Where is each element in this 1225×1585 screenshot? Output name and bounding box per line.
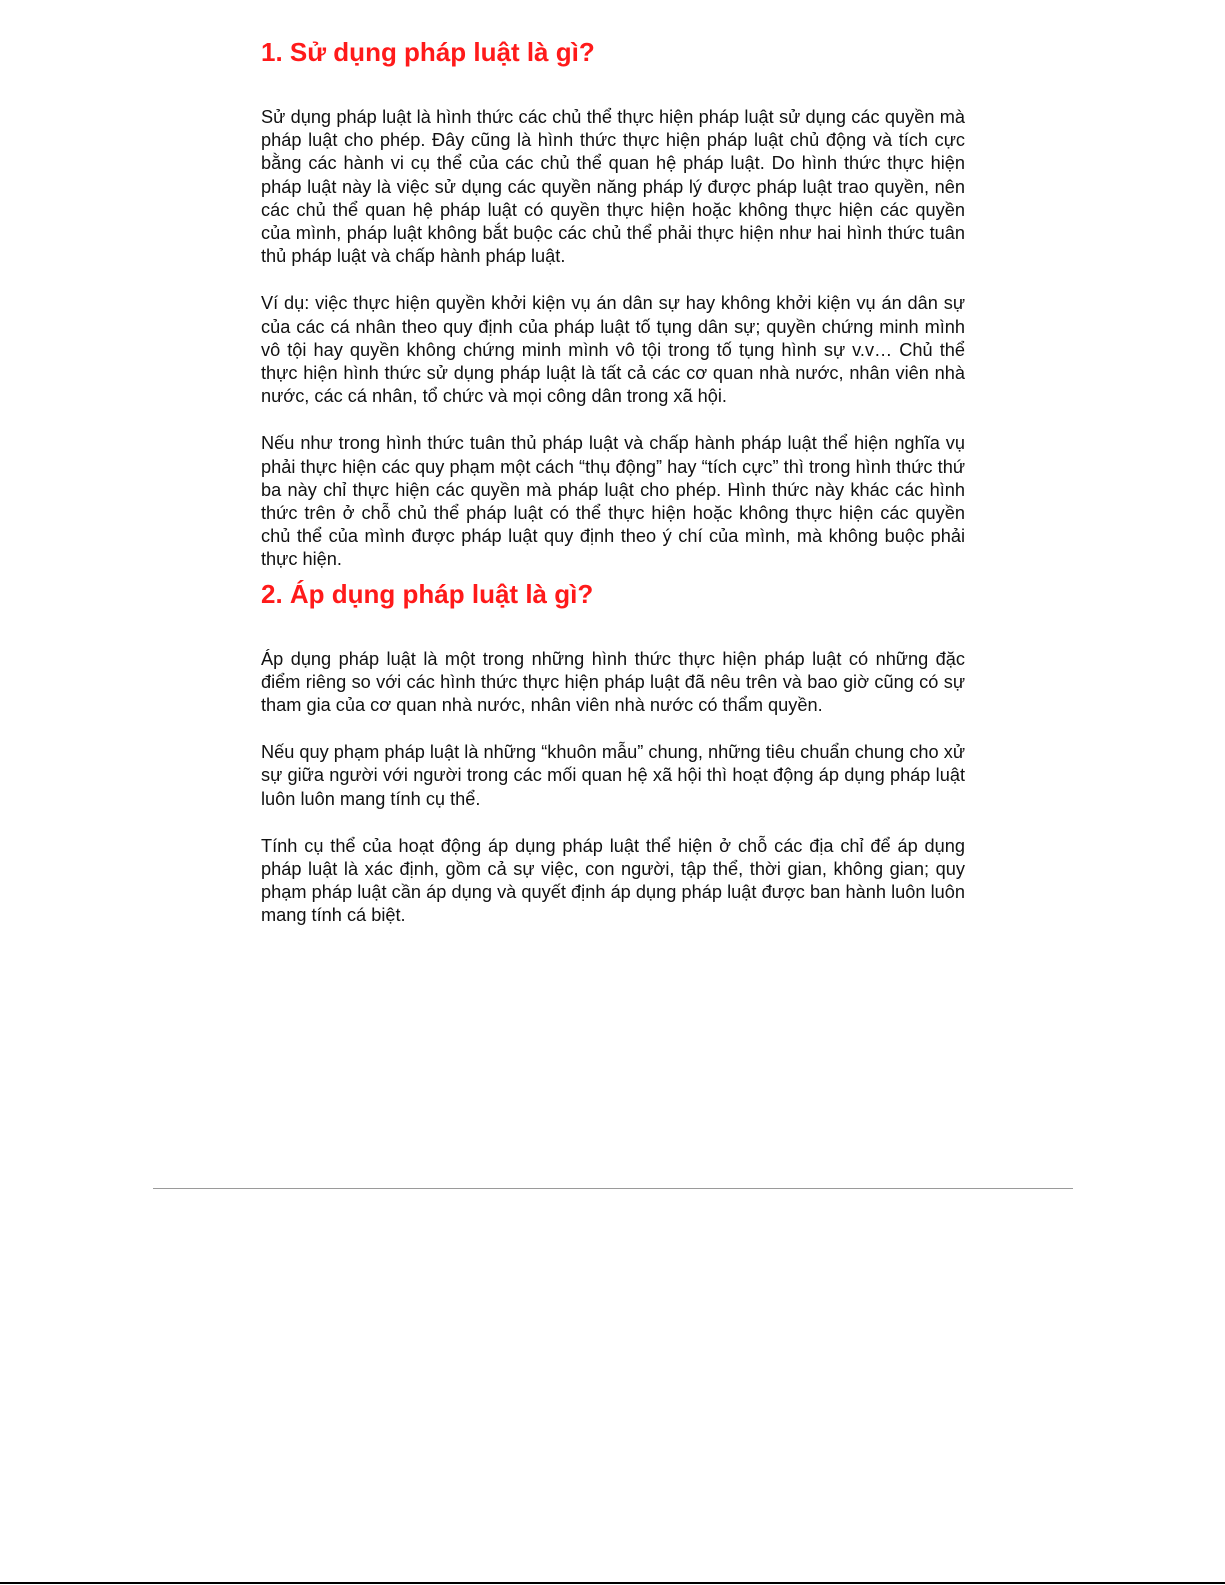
section-1-paragraph: Ví dụ: việc thực hiện quyền khởi kiện vụ án dân sự hay không khởi kiện vụ án dân sự của các cá nhân theo quy định của pháp luật tố tụng dân sự; quyền chứng minh mình vô tội hay quyền không chứng minh mình vô tội trong tố tụng hình sự v.v… Chủ thể thực hiện hình thức sử dụng pháp luật là tất cả các cơ quan nhà nước, nhân viên nhà nước, các cá nhân, tổ chức và mọi công dân trong xã hội.: [261, 293, 965, 407]
section-2-paragraph: Nếu quy phạm pháp luật là những “khuôn mẫu” chung, những tiêu chuẩn chung cho xử sự giữa người với người trong các mối quan hệ xã hội thì hoạt động áp dụng pháp luật luôn luôn mang tính cụ thể.: [261, 742, 965, 809]
document-content: [261, 36, 965, 952]
page-bottom-border: [0, 1582, 1225, 1584]
section-2-paragraph: Áp dụng pháp luật là một trong những hình thức thực hiện pháp luật có những đặc điểm riêng so với các hình thức thực hiện pháp luật đã nêu trên và bao giờ cũng có sự tham gia của cơ quan nhà nước, nhân viên nhà nước có thẩm quyền.: [261, 648, 965, 716]
section-1-paragraph: Nếu như trong hình thức tuân thủ pháp luật và chấp hành pháp luật thể hiện nghĩa vụ phải thực hiện các quy phạm một cách “thụ động” hay “tích cực” thì trong hình thức thứ ba này chỉ thực hiện các quyền mà pháp luật cho phép. Hình thức này khác các hình thức trên ở chỗ chủ thể pháp luật có thể thực hiện hoặc không thực hiện các quyền chủ thể của mình được pháp luật quy định theo ý chí của mình, mà không buộc phải thực hiện.: [261, 433, 965, 570]
section-2-paragraph: Tính cụ thể của hoạt động áp dụng pháp luật thể hiện ở chỗ các địa chỉ để áp dụng pháp luật là xác định, gồm cả sự việc, con người, tập thể, thời gian, không gian; quy phạm pháp luật cần áp dụng và quyết định áp dụng pháp luật được ban hành luôn luôn mang tính cá biệt.: [261, 835, 965, 926]
section-1-paragraph: Sử dụng pháp luật là hình thức các chủ thể thực hiện pháp luật sử dụng các quyền mà pháp luật cho phép. Đây cũng là hình thức thực hiện pháp luật chủ động và tích cực bằng các hành vi cụ thể của các chủ thể quan hệ pháp luật. Do hình thức thực hiện pháp luật này là việc sử dụng các quyền năng pháp lý được pháp luật trao quyền, nên các chủ thể quan hệ pháp luật có quyền thực hiện hoặc không thực hiện các quyền của mình, pháp luật không bắt buộc các chủ thể phải thực hiện như hai hình thức tuân thủ pháp luật và chấp hành pháp luật.: [261, 107, 965, 267]
footer-divider: [153, 1188, 1073, 1189]
section-1-heading: 1. Sử dụng pháp luật là gì?: [261, 37, 595, 67]
section-2-heading: 2. Áp dụng pháp luật là gì?: [261, 578, 594, 609]
